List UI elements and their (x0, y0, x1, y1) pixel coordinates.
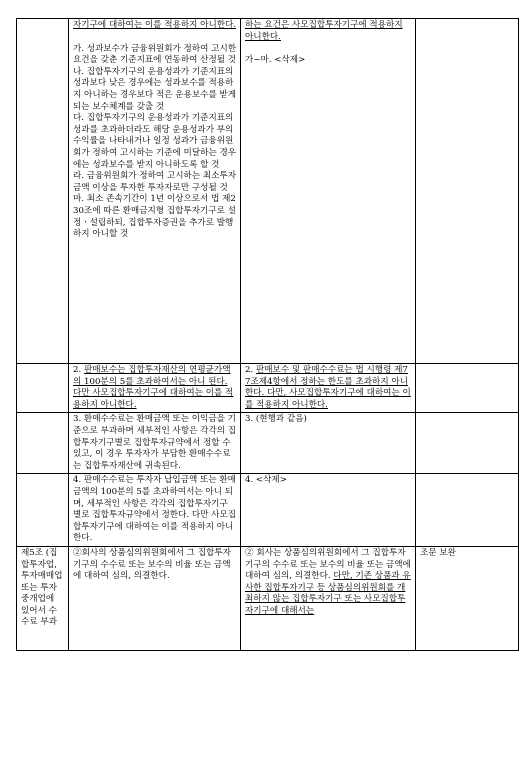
revised-text-cell (241, 364, 416, 413)
text-segment: 라. 금융위원회가 정하여 고시하는 최소투자금액 이상을 투자한 투자자로만 구성될 것 (73, 171, 237, 193)
item-4-current: 4. 판매수수료는 투자자 납입금액 또는 환매금액의 100분의 5를 초과하여서는 아니 되며, 세부적인 사항은 각각의 집합투자기구 별로 집합투자규약에서 정한다. 다만 사모집합투자기구에 대하여는 이를 적용하지 아니한다. (73, 475, 237, 544)
article-cell (17, 546, 69, 650)
article-cell (17, 413, 69, 474)
text-paragraph (73, 365, 237, 411)
note-cell (416, 474, 519, 547)
current-text-cell (69, 546, 241, 650)
amended-text: 자기구에 대하여는 이를 적용하지 아니한다. (73, 20, 237, 30)
revised-text-cell (241, 19, 416, 364)
current-text-cell (69, 19, 241, 364)
text-paragraph (245, 548, 412, 618)
table-row (17, 546, 519, 650)
revised-text-cell (241, 474, 416, 547)
item-3-revised: 3. (현행과 같음) (245, 414, 307, 425)
amended-text: 하는 요건은 사모집합투자기구에 적용하지 아니한다. (245, 20, 403, 42)
note-cell (416, 413, 519, 474)
article-title: 제5조 (집합투자업, 투자매매업 또는 투자중개업에 있어서 수수료 부과 (21, 547, 63, 628)
paragraph-gap (245, 43, 412, 55)
table-row (17, 19, 519, 364)
text-paragraph (245, 365, 412, 411)
current-text-cell (69, 413, 241, 474)
amended-text: 판매보수는 집합투자재산의 연평균가액의 100분의 5를 초과하여서는 아니 된다. 다만 사모집합투자기구에 대하여는 이를 적용하지 아니한다. (73, 365, 234, 410)
text-segment: 2. (245, 365, 256, 375)
text-segment: ② 회사는 상품심의위원회에서 그 집합투자기구의 수수료 또는 보수의 비율 또는 금액에 대하여 심의, 의결한다. (245, 547, 411, 582)
comparison-table (16, 18, 519, 651)
article-cell (17, 19, 69, 364)
note-cell (416, 546, 519, 650)
text-segment: 2. (73, 365, 84, 375)
amended-text: 다만, 기존 상품과 유사한 집합투자기구 등 상품심의위원회를 개최하지 않는 집합투자기구 또는 사모집합투자기구에 대해서는 (245, 571, 411, 616)
text-segment: 나. 집합투자기구의 운용성과가 기준지표의 성과보다 낮은 경우에는 성과보수를 적용하지 아니하는 경우보다 적은 운용보수를 받게 되는 보수체계를 갖출 것 (73, 66, 237, 112)
text-segment: 가~마. <삭제> (245, 55, 306, 66)
revised-text-cell (241, 413, 416, 474)
table-row (17, 413, 519, 474)
text-segment: 가. 성과보수가 금융위원회가 정하여 고시한 요건을 갖춘 기준지표에 연동하여 산정될 것 (73, 43, 237, 66)
table-row (17, 364, 519, 413)
item-4-revised: 4. <삭제> (245, 475, 287, 486)
revision-note: 조문 보완 (420, 547, 456, 558)
text-segment: 다. 집합투자기구의 운용성과가 기준지표의 성과를 초과하더라도 해당 운용성과가 부의 수익률을 나타내거나 일정 성과가 금융위원회가 정하여 고시하는 기준에 미달하는 경우에는 성과보수를 받지 아니하도록 할 것 (73, 113, 237, 170)
table-row (17, 474, 519, 547)
revised-text-cell (241, 546, 416, 650)
note-cell (416, 19, 519, 364)
current-text-cell (69, 364, 241, 413)
paragraph-gap (73, 32, 237, 44)
text-segment: 마. 최소 존속기간이 1년 이상으로서 법 제230조에 따른 환매금지형 집합투자기구로 설정ㆍ설립하되, 집합투자증권을 추가로 발행하지 아니할 것 (73, 194, 236, 240)
amended-text: 판매보수 및 판매수수료는 법 시행령 제77조제4항에서 정하는 한도를 초과하지 아니한다. 다만, 사모집합투자기구에 대하여는 이를 적용하지 아니한다. (245, 365, 411, 410)
current-text-cell (69, 474, 241, 547)
article-cell (17, 474, 69, 547)
para-2-current: ②회사의 상품심의위원회에서 그 집합투자기구의 수수료 또는 보수의 비율 또는 금액에 대하여 심의, 의결한다. (73, 547, 231, 582)
article-cell (17, 364, 69, 413)
item-3-current: 3. 환매수수료는 환매금액 또는 이익금을 기준으로 부과하며 세부적인 사항은 각각의 집합투자기구별로 집합투자규약에서 정할 수 있고, 이 경우 투자자가 부담한 환매수수료는 집합투자재산에 귀속된다. (73, 414, 237, 471)
note-cell (416, 364, 519, 413)
